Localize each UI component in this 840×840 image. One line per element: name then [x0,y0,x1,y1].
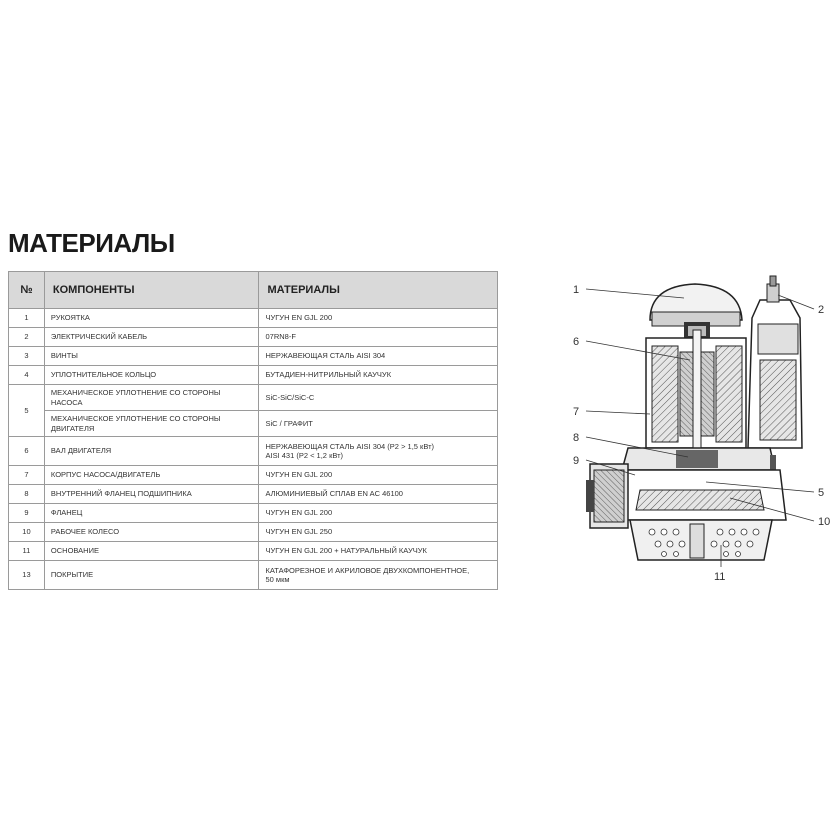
row-num: 5 [9,385,45,437]
row-component: ПОКРЫТИЕ [44,561,259,590]
row-component: МЕХАНИЧЕСКОЕ УПЛОТНЕНИЕ СО СТОРОНЫ НАСОСА [44,385,259,411]
cable-gland [767,284,779,302]
callout-2: 2 [818,304,825,316]
capacitor [760,360,796,440]
table-row [9,485,498,504]
row-material: SiC-SiC/SiC-C [259,385,498,411]
row-component: ЭЛЕКТРИЧЕСКИЙ КАБЕЛЬ [44,328,259,347]
row-component: РУКОЯТКА [44,309,259,328]
row-material-line: 50 мкм [265,575,290,584]
stator-right [716,346,742,442]
row-material-line: КАТАФОРЕЗНОЕ И АКРИЛОВОЕ ДВУХКОМПОНЕНТНОЕ, [265,565,470,575]
callout-8: 8 [573,432,580,444]
row-component: КОРПУС НАСОСА/ДВИГАТЕЛЬ [44,466,259,485]
materials-table [8,271,498,590]
table-row [9,542,498,561]
row-material-line: НЕРЖАВЕЮЩАЯ СТАЛЬ AISI 304 (P2 > 1,5 кВт) [265,441,435,451]
row-material: ЧУГУН EN GJL 200 [259,466,498,485]
row-material: АЛЮМИНИЕВЫЙ СПЛАВ EN AC 46100 [259,485,498,504]
row-component: ВАЛ ДВИГАТЕЛЯ [44,437,259,466]
row-num: 7 [9,466,45,485]
row-material: 07RN8-F [259,328,498,347]
row-component: ВНУТРЕННИЙ ФЛАНЕЦ ПОДШИПНИКА [44,485,259,504]
row-component: ФЛАНЕЦ [44,504,259,523]
row-component: ВИНТЫ [44,347,259,366]
leader-7 [586,411,650,414]
row-num: 1 [9,309,45,328]
row-num: 3 [9,347,45,366]
table-row [9,328,498,347]
row-num: 4 [9,366,45,385]
row-material: ЧУГУН EN GJL 200 + НАТУРАЛЬНЫЙ КАУЧУК [259,542,498,561]
row-num: 9 [9,504,45,523]
table-row [9,366,498,385]
row-num: 2 [9,328,45,347]
table-row [9,437,498,466]
callout-7: 7 [573,406,580,418]
table-row [9,385,498,411]
row-num: 6 [9,437,45,466]
header-num: № [9,272,45,309]
header-material: МАТЕРИАЛЫ [259,272,498,309]
row-material: НЕРЖАВЕЮЩАЯ СТАЛЬ AISI 304 [259,347,498,366]
table-row [9,309,498,328]
table-row [9,411,498,437]
row-material: ЧУГУН EN GJL 250 [259,523,498,542]
row-num: 10 [9,523,45,542]
row-component: МЕХАНИЧЕСКОЕ УПЛОТНЕНИЕ СО СТОРОНЫ ДВИГАТЕЛЯ [44,411,259,437]
table-row [9,504,498,523]
row-num: 8 [9,485,45,504]
table-row [9,523,498,542]
callout-5: 5 [818,487,825,499]
row-material: ЧУГУН EN GJL 200 [259,504,498,523]
row-material: SiC / ГРАФИТ [259,411,498,437]
row-material [259,437,498,466]
row-material: ЧУГУН EN GJL 200 [259,309,498,328]
callout-9: 9 [573,455,580,467]
callout-1: 1 [573,284,580,296]
pump-cross-section-diagram [556,270,836,590]
row-material-line: AISI 431 (P2 < 1,2 кВт) [265,451,344,460]
row-num: 13 [9,561,45,590]
table-row [9,466,498,485]
row-component: УПЛОТНИТЕЛЬНОЕ КОЛЬЦО [44,366,259,385]
row-material [259,561,498,590]
row-num: 11 [9,542,45,561]
table-row [9,347,498,366]
row-component: ОСНОВАНИЕ [44,542,259,561]
header-component: КОМПОНЕНТЫ [44,272,259,309]
callout-10: 10 [818,516,831,528]
page-title: МАТЕРИАЛЫ [8,228,175,258]
row-component: РАБОЧЕЕ КОЛЕСО [44,523,259,542]
callout-11: 11 [714,571,726,583]
impeller [636,490,764,510]
table-header-row [9,272,498,309]
stator-left [652,346,678,442]
row-material: БУТАДИЕН-НИТРИЛЬНЫЙ КАУЧУК [259,366,498,385]
table-row [9,561,498,590]
callout-6: 6 [573,336,580,348]
